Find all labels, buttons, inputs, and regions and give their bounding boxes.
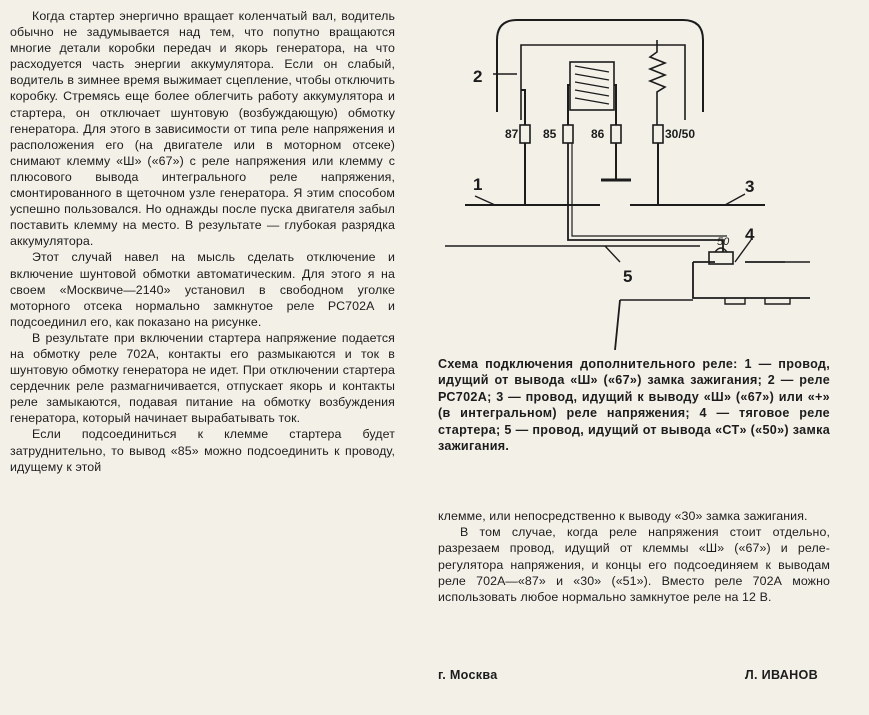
wiring-diagram xyxy=(425,0,869,350)
author-name: Л. ИВАНОВ xyxy=(744,668,818,682)
leader-3 xyxy=(725,194,745,205)
article-paragraph-3: В результате при включении стартера напряжение подается на обмотку реле 702А, контакты его размыкаются и ток в шунтовую обмотку генератора не идет. При отключении стартера сердечник реле размагничивается, отпускает якорь и контакты реле замыкаются, подавая питание на обмотку возбуждения генератора, который начинает вырабатывать ток. xyxy=(10,330,395,426)
article-paragraph-1: Когда стартер энергично вращает коленчатый вал, водитель обычно не задумывается над тем, что попутно вращаются многие детали коробки передач и якорь генератора, на что расходуется часть энергии аккумулятора. Если он слабый, водитель в зимнее время выжимает сцепление, чтобы отключить коробку. Стремясь еще более облегчить работу аккумулятора и стартера, он отключает шунтовую (возбуждающую) обмотку генератора. Для этого в зависимости от типа реле напряжения и расположения его (на двигателе или в моторном отсеке) снимают клемму «Ш» («67») с реле напряжения или клемму с плюсового вывода интегрального реле напряжения, смонтированного в щеточном узле генератора. Я этим способом успешно пользовался. Но однажды после пуска двигателя забыл поставить клемму на место. В результате — глубокая разрядка аккумулятора. xyxy=(10,9,395,249)
article-paragraph-4: Если подсоединиться к клемме стартера будет затруднительно, то вывод «85» можно подсоединить к проводу, идущему к этой xyxy=(10,427,395,474)
leader-5 xyxy=(605,246,620,262)
article-paragraph-6: В том случае, когда реле напряжения стоит отдельно, разрезаем провод, идущий от клеммы «Ш» («67») и реле-регулятора напряжения, и концы его подсоединяем к выводам реле 702А—«87» и «30» («51»). Вместо реле 702А можно использовать любое нормально замкнутое реле на 12 В. xyxy=(438,525,830,605)
author-city: г. Москва xyxy=(438,668,498,682)
wiring-diagram-svg xyxy=(425,0,869,350)
starter-relay-body xyxy=(693,262,810,298)
relay-housing xyxy=(497,20,703,112)
relay-inner-frame xyxy=(521,45,685,120)
terminal-85-pin xyxy=(563,125,573,143)
terminal-86-label: 86 xyxy=(591,127,605,141)
terminal-85-label: 85 xyxy=(543,127,557,141)
terminal-87-label: 87 xyxy=(505,127,519,141)
article-right-column xyxy=(438,508,830,605)
callout-5: 5 xyxy=(623,267,633,286)
starter-body-edge xyxy=(615,300,620,350)
terminal-3050-pin xyxy=(653,125,663,143)
article-paragraph-5: клемме, или непосредственно к выводу «30» замка зажигания. xyxy=(438,509,808,523)
leader-1 xyxy=(475,196,495,205)
figure-caption: Схема подключения дополнительного реле: 1 — провод, идущий от вывода «Ш» («67») замка зажигания; 2 — реле РС702А; 3 — провод, идущий к выводу «Ш» («67») или «+» (в интегральном) реле напряжения; 4 — тяговое реле стартера; 5 — провод, идущий от вывода «СТ» («50») замка зажигания. xyxy=(438,357,830,454)
callout-1: 1 xyxy=(473,175,483,194)
article-left-column xyxy=(10,8,395,475)
callout-2: 2 xyxy=(473,67,483,86)
contact-spring xyxy=(650,40,665,125)
article-paragraph-2: Этот случай навел на мысль сделать отключение и включение шунтовой обмотки автоматическим. Для этого я на своем «Москвиче—2140» установил в свободном уголке моторного отсека нормально замкнутое реле РС702А и подсоединил его, как показано на рисунке. xyxy=(10,250,395,329)
callout-3: 3 xyxy=(745,177,755,196)
callout-4: 4 xyxy=(745,225,755,244)
starter-terminal-label: 50 xyxy=(717,236,730,248)
terminal-3050-label: 30/50 xyxy=(665,127,696,141)
terminal-86-pin xyxy=(611,125,621,143)
terminal-87-pin xyxy=(520,125,530,143)
